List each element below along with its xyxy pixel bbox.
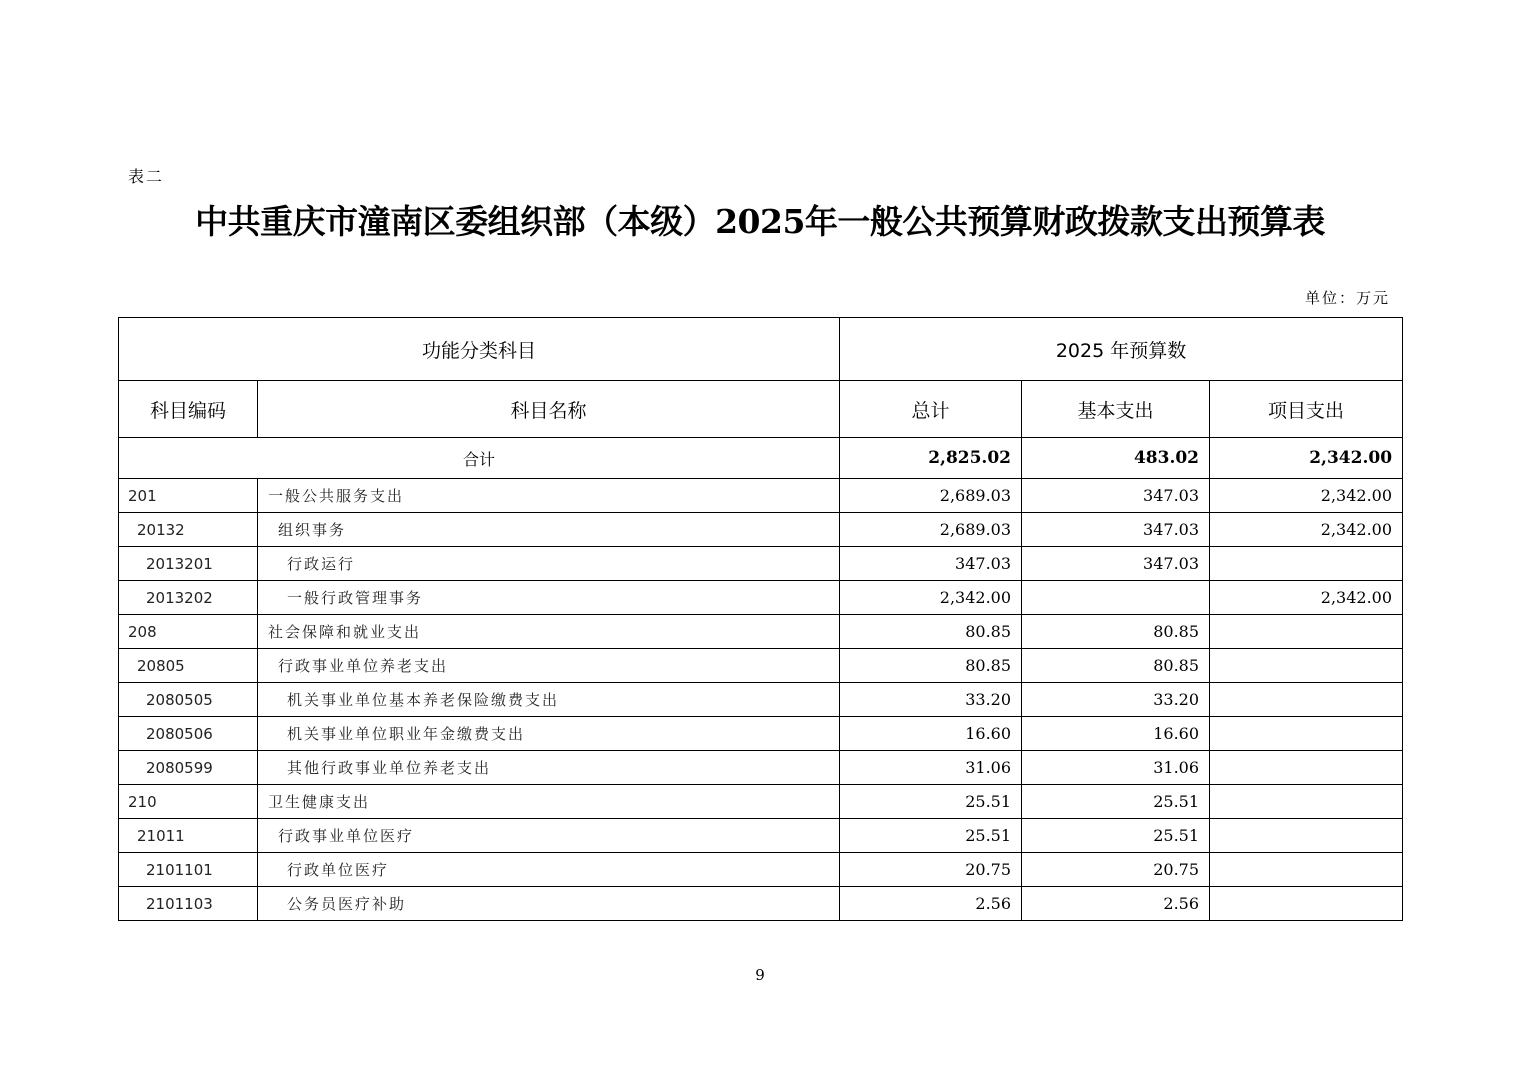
page-number: 9	[755, 966, 765, 984]
row-basic: 347.03	[1022, 513, 1210, 547]
row-code: 2080599	[119, 751, 258, 785]
row-name: 行政事业单位养老支出	[258, 649, 840, 683]
table-row	[119, 547, 1403, 581]
row-total: 33.20	[840, 683, 1022, 717]
row-code: 210	[119, 785, 258, 819]
row-total: 25.51	[840, 819, 1022, 853]
row-code: 201	[119, 479, 258, 513]
header-row-columns	[119, 381, 1403, 438]
header-total: 总计	[840, 381, 1022, 438]
table-row	[119, 615, 1403, 649]
row-total: 2,689.03	[840, 513, 1022, 547]
unit-label: 单位：万元	[1304, 289, 1390, 307]
table-row	[119, 751, 1403, 785]
total-row	[119, 438, 1403, 479]
row-code: 2080505	[119, 683, 258, 717]
row-basic: 2.56	[1022, 887, 1210, 921]
table-row	[119, 853, 1403, 887]
row-project	[1210, 751, 1403, 785]
row-code: 2013201	[119, 547, 258, 581]
row-total: 2,342.00	[840, 581, 1022, 615]
row-project	[1210, 547, 1403, 581]
table-row	[119, 649, 1403, 683]
row-name: 组织事务	[258, 513, 840, 547]
row-code: 21011	[119, 819, 258, 853]
row-total: 25.51	[840, 785, 1022, 819]
row-basic: 31.06	[1022, 751, 1210, 785]
total-label: 合计	[119, 438, 840, 479]
budget-table	[118, 317, 1403, 921]
row-total: 20.75	[840, 853, 1022, 887]
header-name: 科目名称	[258, 381, 840, 438]
row-project: 2,342.00	[1210, 513, 1403, 547]
row-project	[1210, 683, 1403, 717]
row-project	[1210, 887, 1403, 921]
row-project	[1210, 785, 1403, 819]
table-row	[119, 581, 1403, 615]
row-name: 行政单位医疗	[258, 853, 840, 887]
row-name: 卫生健康支出	[258, 785, 840, 819]
table-row	[119, 479, 1403, 513]
row-name: 机关事业单位基本养老保险缴费支出	[258, 683, 840, 717]
row-name: 公务员医疗补助	[258, 887, 840, 921]
row-total: 80.85	[840, 615, 1022, 649]
row-code: 2101101	[119, 853, 258, 887]
row-project: 2,342.00	[1210, 479, 1403, 513]
row-project	[1210, 853, 1403, 887]
row-name: 其他行政事业单位养老支出	[258, 751, 840, 785]
header-budget-group: 2025 年预算数	[840, 318, 1403, 381]
row-project	[1210, 615, 1403, 649]
row-project	[1210, 819, 1403, 853]
table-row	[119, 819, 1403, 853]
row-project: 2,342.00	[1210, 581, 1403, 615]
row-basic: 80.85	[1022, 615, 1210, 649]
row-name: 一般行政管理事务	[258, 581, 840, 615]
table-row	[119, 785, 1403, 819]
header-basic: 基本支出	[1022, 381, 1210, 438]
total-basic: 483.02	[1022, 438, 1210, 479]
row-code: 20805	[119, 649, 258, 683]
row-project	[1210, 717, 1403, 751]
row-basic: 20.75	[1022, 853, 1210, 887]
row-code: 2080506	[119, 717, 258, 751]
row-total: 2.56	[840, 887, 1022, 921]
total-sum: 2,825.02	[840, 438, 1022, 479]
table-row	[119, 717, 1403, 751]
row-name: 行政运行	[258, 547, 840, 581]
row-basic: 347.03	[1022, 547, 1210, 581]
header-category-group: 功能分类科目	[119, 318, 840, 381]
table-row	[119, 887, 1403, 921]
row-name: 机关事业单位职业年金缴费支出	[258, 717, 840, 751]
row-code: 2101103	[119, 887, 258, 921]
row-total: 16.60	[840, 717, 1022, 751]
row-basic: 16.60	[1022, 717, 1210, 751]
row-name: 行政事业单位医疗	[258, 819, 840, 853]
row-basic: 80.85	[1022, 649, 1210, 683]
table-row	[119, 513, 1403, 547]
row-total: 2,689.03	[840, 479, 1022, 513]
row-basic: 33.20	[1022, 683, 1210, 717]
header-project: 项目支出	[1210, 381, 1403, 438]
row-code: 208	[119, 615, 258, 649]
table-label: 表二	[128, 167, 165, 186]
row-basic: 25.51	[1022, 819, 1210, 853]
row-basic: 347.03	[1022, 479, 1210, 513]
total-project: 2,342.00	[1210, 438, 1403, 479]
row-total: 347.03	[840, 547, 1022, 581]
row-basic	[1022, 581, 1210, 615]
row-basic: 25.51	[1022, 785, 1210, 819]
row-code: 20132	[119, 513, 258, 547]
header-row-group	[119, 318, 1403, 381]
row-code: 2013202	[119, 581, 258, 615]
row-total: 80.85	[840, 649, 1022, 683]
row-total: 31.06	[840, 751, 1022, 785]
row-name: 社会保障和就业支出	[258, 615, 840, 649]
row-project	[1210, 649, 1403, 683]
table-row	[119, 683, 1403, 717]
page-title: 中共重庆市潼南区委组织部（本级）2025年一般公共预算财政拨款支出预算表	[195, 202, 1325, 241]
row-name: 一般公共服务支出	[258, 479, 840, 513]
header-code: 科目编码	[119, 381, 258, 438]
